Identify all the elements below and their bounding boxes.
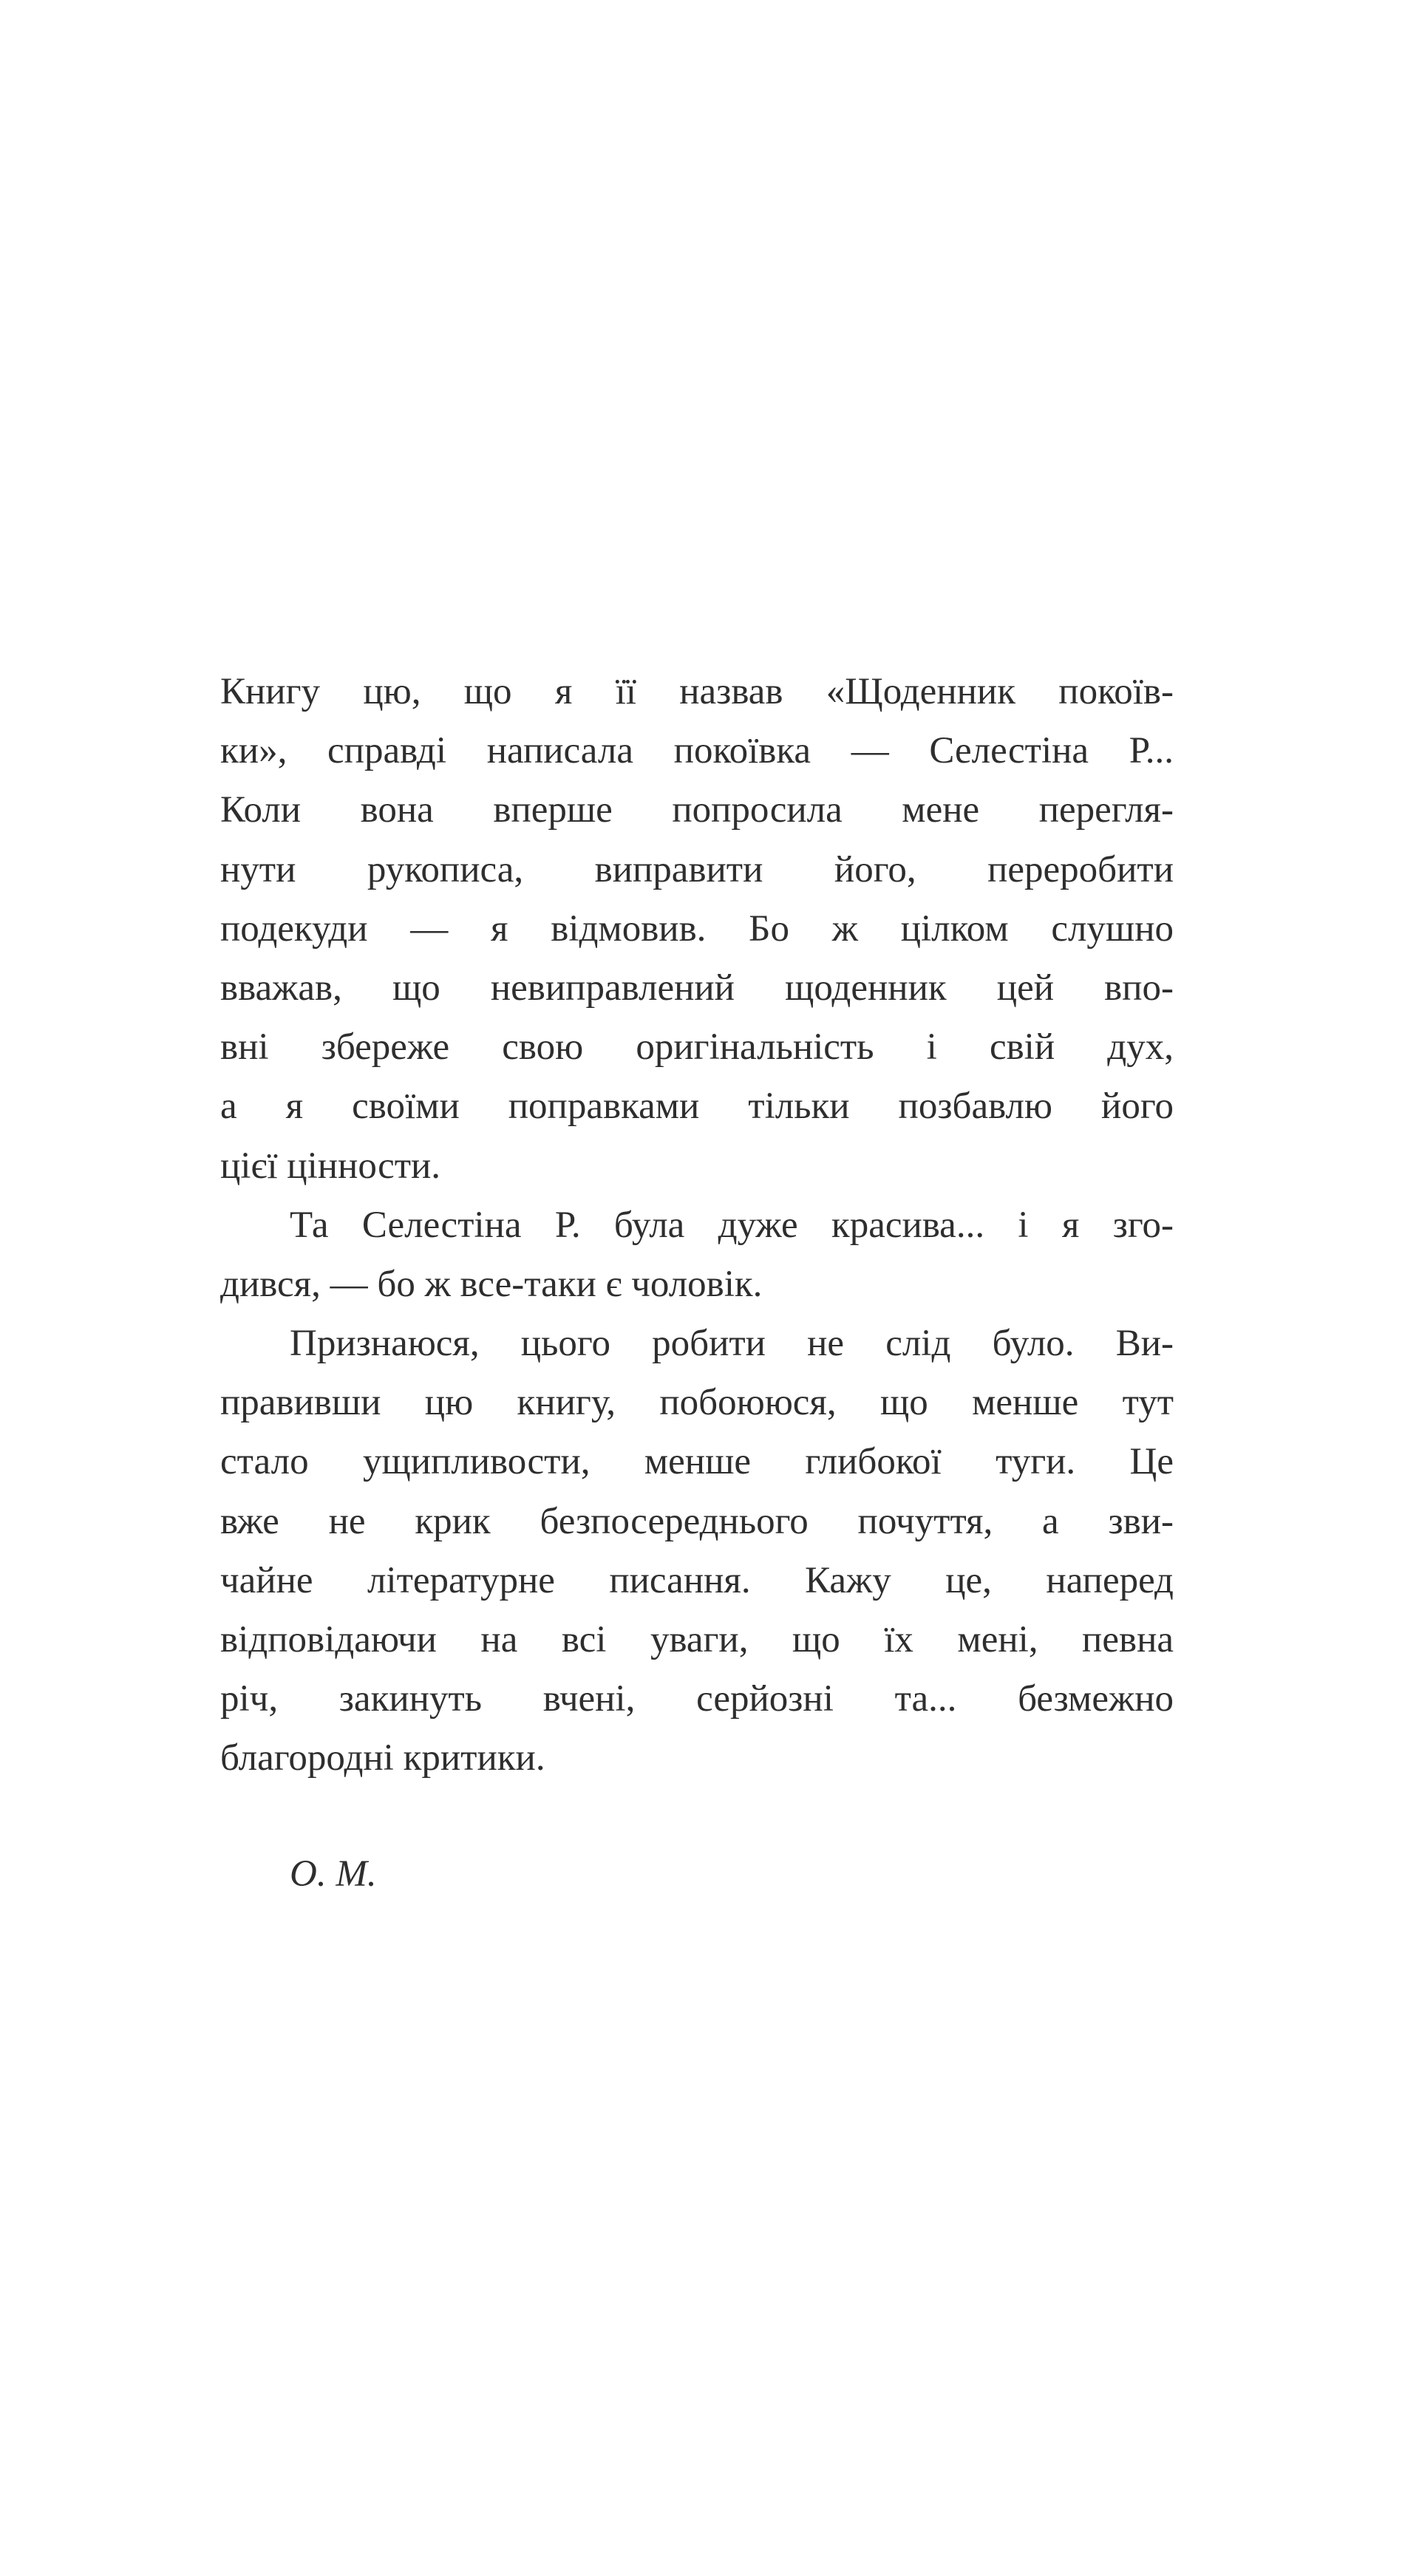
text-line: благородні критики. [220,1737,545,1779]
text-line: а я своїми поправками тільки позбавлю його [220,1086,1174,1128]
paragraph-3 [220,1314,1174,1788]
text-line: Та Селестіна Р. була дуже красива... і я зго- [290,1204,1174,1246]
text-line: ки», справді написала покоївка — Селестіна Р... [220,730,1174,772]
text-line: Признаюся, цього робити не слід було. Ви- [290,1323,1174,1365]
paragraph-2 [220,1196,1174,1314]
body-text [220,662,1174,1788]
text-line: стало ущипливости, менше глибокої туги. Це [220,1441,1174,1483]
text-line: подекуди — я відмовив. Бо ж цілком слушно [220,907,1174,950]
paragraph-1 [220,662,1174,1196]
text-line: чайне літературне писання. Кажу це, наперед [220,1559,1174,1601]
text-line: Книгу цю, що я її назвав «Щоденник покоїв- [220,671,1174,712]
text-line: річ, закинуть вчені, серйозні та... безмежно [220,1678,1174,1720]
text-line: цієї цінности. [220,1145,441,1187]
text-line: Коли вона вперше попросила мене перегля- [220,789,1174,831]
text-line: вже не крик безпосереднього почуття, а зви- [220,1500,1174,1542]
text-line: правивши цю книгу, побоююся, що менше тут [220,1382,1174,1424]
text-line: вважав, що невиправлений щоденник цей впо- [220,967,1174,1009]
text-line: дився, — бо ж все-таки є чоловік. [220,1263,763,1305]
text-line: нути рукописа, виправити його, переробити [220,848,1174,890]
text-line: вні збереже свою оригінальність і свій дух, [220,1026,1174,1069]
author-signature: О. М. [290,1853,377,1895]
text-line: відповідаючи на всі уваги, що їх мені, певна [220,1619,1174,1660]
